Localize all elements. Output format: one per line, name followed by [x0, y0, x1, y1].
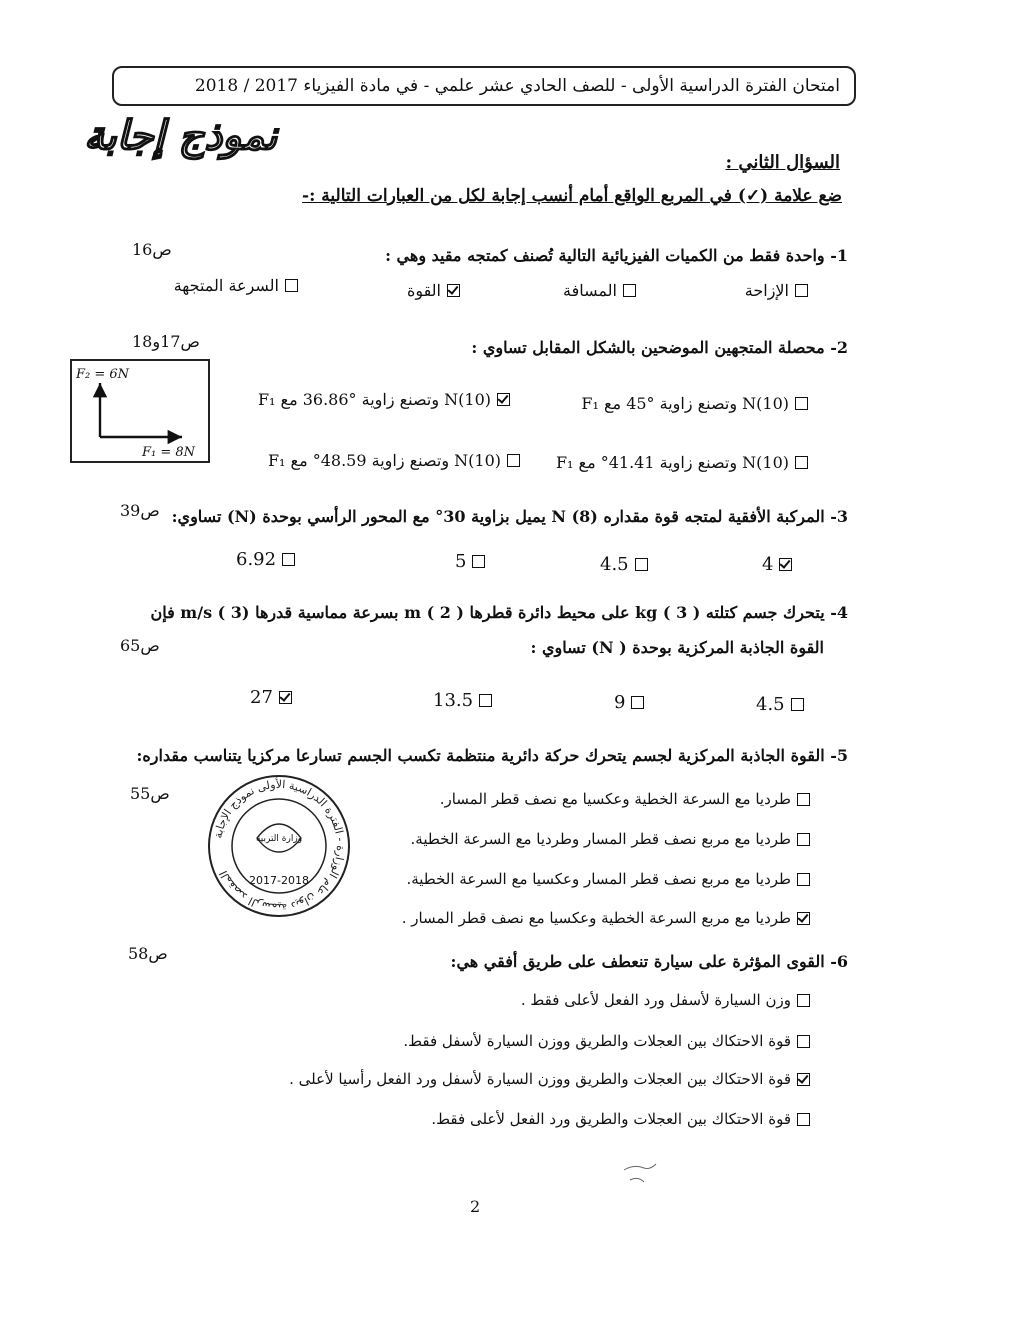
- option-label: 27: [250, 687, 273, 708]
- option[interactable]: [563, 281, 636, 300]
- option[interactable]: [556, 453, 808, 472]
- option-label: طرديا مع مربع السرعة الخطية وعكسيا مع نصف قطر المسار .: [401, 909, 791, 927]
- checkbox[interactable]: [797, 1113, 810, 1126]
- item-5-text: [136, 746, 848, 765]
- option[interactable]: [581, 394, 808, 413]
- item-question: المركبة الأفقية لمتجه قوة مقداره N (8) يميل بزاوية 30° مع المحور الرأسي بوحدة (N) تساوي:: [171, 507, 825, 526]
- answer-model-title: نموذج إجابة: [84, 112, 278, 159]
- item-4-text: [150, 603, 848, 622]
- stamp-seal-icon: [205, 772, 353, 920]
- option-label: 5: [455, 551, 467, 572]
- option-label: (10)N وتصنع زاوية 41.41° مع F₁: [555, 453, 789, 472]
- checkbox[interactable]: [797, 873, 810, 886]
- item-question: واحدة فقط من الكميات الفيزيائية التالية تُصنف كمتجه مقيد وهي :: [385, 246, 825, 265]
- checkbox-checked[interactable]: [497, 393, 510, 406]
- checkbox-checked[interactable]: [797, 912, 810, 925]
- option-label: قوة الاحتكاك بين العجلات والطريق ووزن السيارة لأسفل فقط.: [403, 1032, 791, 1050]
- stamp-center-text: وزارة التربية: [255, 834, 303, 844]
- page-ref: ص16: [132, 240, 172, 259]
- option[interactable]: [411, 830, 810, 848]
- option-label: 9: [614, 692, 626, 713]
- official-stamp: [205, 772, 353, 920]
- checkbox-checked[interactable]: [779, 558, 792, 571]
- option[interactable]: [406, 870, 810, 888]
- checkbox[interactable]: [795, 397, 808, 410]
- item-3-text: [172, 507, 848, 526]
- vector-diagram: [70, 359, 210, 463]
- item-4-text-line2: القوة الجاذبة المركزية بوحدة ( N) تساوي :: [530, 638, 824, 657]
- option-label: 4.5: [756, 694, 785, 715]
- item-number: 3-: [830, 507, 848, 526]
- checkbox[interactable]: [623, 284, 636, 297]
- option[interactable]: [407, 281, 460, 300]
- item-number: 4-: [830, 603, 848, 622]
- option[interactable]: [236, 549, 295, 570]
- option-label: الإزاحة: [744, 281, 789, 300]
- checkbox[interactable]: [797, 1035, 810, 1048]
- option-label: طرديا مع مربع نصف قطر المسار وعكسيا مع السرعة الخطية.: [406, 870, 791, 888]
- checkbox[interactable]: [507, 454, 520, 467]
- checkbox[interactable]: [795, 284, 808, 297]
- option[interactable]: [289, 1070, 810, 1088]
- stamp-year: 2017-2018: [249, 874, 309, 887]
- option-label: السرعة المتجهة: [173, 276, 279, 295]
- option[interactable]: [174, 276, 298, 295]
- option[interactable]: [268, 451, 520, 470]
- option-label: (10)N وتصنع زاوية 48.59° مع F₁: [267, 451, 501, 470]
- checkbox[interactable]: [282, 553, 295, 566]
- pen-mark-icon: [620, 1160, 660, 1190]
- option-label: قوة الاحتكاك بين العجلات والطريق ورد الفعل لأعلى فقط.: [431, 1110, 791, 1128]
- page-ref: ص58: [128, 944, 168, 963]
- svg-text:المقصد الرسمية ديوان عام الوزا: المقصد الرسمية ديوان عام الوزارة - الفترة الدراسية الأولى نموذج الإجابة: [211, 777, 348, 915]
- option-label: قوة الاحتكاك بين العجلات والطريق ووزن السيارة لأسفل ورد الفعل رأسيا لأعلى .: [289, 1070, 791, 1088]
- checkbox-checked[interactable]: [279, 691, 292, 704]
- option-label: طرديا مع السرعة الخطية وعكسيا مع نصف قطر المسار.: [439, 790, 791, 808]
- checkbox[interactable]: [472, 555, 485, 568]
- item-2-text: [471, 338, 848, 357]
- checkbox[interactable]: [797, 833, 810, 846]
- option[interactable]: [455, 551, 485, 572]
- checkbox[interactable]: [797, 994, 810, 1007]
- item-6-text: [451, 952, 848, 971]
- option[interactable]: [433, 690, 492, 711]
- page-number: 2: [470, 1197, 481, 1216]
- option-label: (10)N وتصنع زاوية °36.86 مع F₁: [257, 390, 491, 409]
- item-question: يتحرك جسم كتلته kg ( 3 ) على محيط دائرة قطرها m ( 2 ) بسرعة مماسية قدرها m/s ( 3) فإن: [150, 603, 825, 622]
- item-number: 1-: [830, 246, 848, 265]
- option-label: 6.92: [236, 549, 277, 570]
- item-number: 2-: [830, 338, 848, 357]
- page-ref: ص17و18: [132, 332, 200, 351]
- question-title: السؤال الثاني :: [725, 152, 840, 173]
- exam-header-box: [112, 66, 856, 106]
- question-instruction: ضع علامة (✓) في المربع الواقع أمام أنسب إجابة لكل من العبارات التالية :-: [302, 186, 842, 206]
- option[interactable]: [762, 554, 792, 575]
- option[interactable]: [440, 790, 810, 808]
- checkbox[interactable]: [285, 279, 298, 292]
- item-number: 5-: [830, 746, 848, 765]
- f2-label: F₂ = 6N: [76, 367, 130, 382]
- option-label: 13.5: [433, 690, 474, 711]
- option[interactable]: [756, 694, 804, 715]
- option[interactable]: [258, 390, 510, 409]
- option-label: 4.5: [600, 554, 629, 575]
- item-question: محصلة المتجهين الموضحين بالشكل المقابل تساوي :: [471, 338, 825, 357]
- item-1-text: [385, 246, 848, 265]
- option[interactable]: [521, 991, 810, 1009]
- option-label: طرديا مع مربع نصف قطر المسار وطرديا مع السرعة الخطية.: [410, 830, 791, 848]
- option-label: وزن السيارة لأسفل ورد الفعل لأعلى فقط .: [520, 991, 791, 1009]
- option-label: المسافة: [563, 281, 617, 300]
- option[interactable]: [402, 909, 810, 927]
- checkbox-checked[interactable]: [797, 1073, 810, 1086]
- page-ref: ص55: [130, 784, 170, 803]
- item-number: 6-: [830, 952, 848, 971]
- option-label: (10)N وتصنع زاوية °45 مع F₁: [581, 394, 789, 413]
- option[interactable]: [745, 281, 808, 300]
- page-ref: ص65: [120, 636, 160, 655]
- option[interactable]: [403, 1032, 810, 1050]
- checkbox[interactable]: [797, 793, 810, 806]
- checkbox-checked[interactable]: [447, 284, 460, 297]
- checkbox[interactable]: [635, 558, 648, 571]
- option-label: 4: [762, 554, 774, 575]
- item-question: القوى المؤثرة على سيارة تنعطف على طريق أفقي هي:: [450, 952, 825, 971]
- f1-label: F₁ = 8N: [142, 445, 196, 460]
- option[interactable]: [614, 692, 644, 713]
- checkbox[interactable]: [795, 456, 808, 469]
- option[interactable]: [600, 554, 648, 575]
- option-label: القوة: [406, 281, 441, 300]
- option[interactable]: [431, 1110, 810, 1128]
- checkbox[interactable]: [479, 694, 492, 707]
- exam-header-text: امتحان الفترة الدراسية الأولى - للصف الحادي عشر علمي - في مادة الفيزياء 2017 / 2018: [194, 76, 840, 96]
- option[interactable]: [250, 687, 292, 708]
- checkbox[interactable]: [631, 696, 644, 709]
- item-question: القوة الجاذبة المركزية لجسم يتحرك حركة دائرية منتظمة تكسب الجسم تسارعا مركزيا يتناسب مقداره:: [136, 746, 825, 765]
- page-ref: ص39: [120, 501, 160, 520]
- checkbox[interactable]: [791, 698, 804, 711]
